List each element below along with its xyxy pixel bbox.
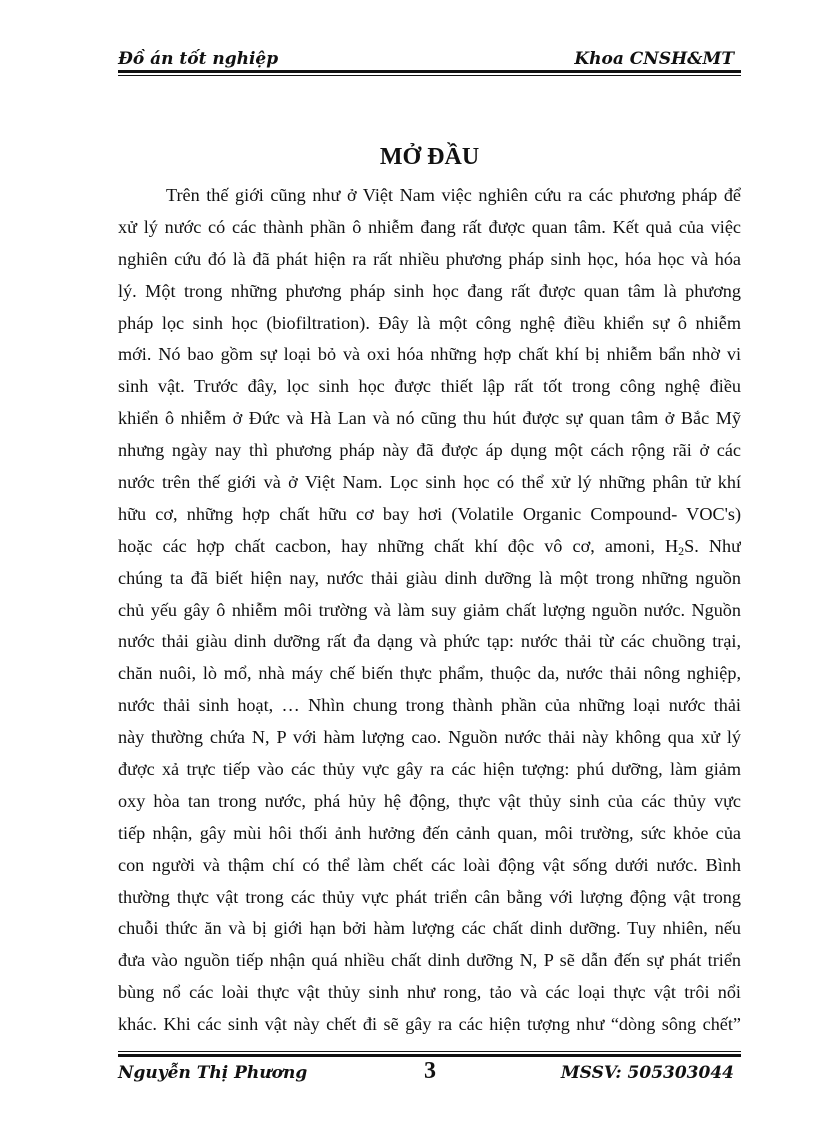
body-line: sinh vật. Trước đây, lọc sinh học được thiết lập rất tốt trong công nghệ điều <box>118 376 741 397</box>
body-line: nước trên thế giới và ở Việt Nam. Lọc sinh học có thể xử lý những phân tử khí <box>118 472 741 493</box>
body-line: lý. Một trong những phương pháp sinh học đang rất được quan tâm là phương <box>118 280 741 301</box>
body-line: bùng nổ các loài thực vật thủy sinh như rong, tảo và các loại thực vật trôi nổi <box>118 982 741 1003</box>
body-line: thường thực vật trong các thủy vực phát triển cân bằng với lượng động vật trong <box>118 886 741 907</box>
body-line: oxy hòa tan trong nước, phá hủy hệ động, thực vật thủy sinh của các thủy vực <box>118 790 741 811</box>
body-line: pháp lọc sinh học (biofiltration). Đây là một công nghệ điều khiển sự ô nhiễm <box>118 312 741 333</box>
body-line-text: S. Như <box>684 535 741 556</box>
body-line: chủ yếu gây ô nhiễm môi trường và làm suy giảm chất lượng nguồn nước. Nguồn <box>118 599 741 620</box>
footer-rule <box>118 1054 741 1057</box>
body-line: nghiên cứu đó là đã phát hiện ra rất nhiều phương pháp sinh học, hóa học và hóa <box>118 248 741 269</box>
body-line: hữu cơ, những hợp chất hữu cơ bay hơi (Volatile Organic Compound- VOC's) <box>118 503 741 524</box>
body-line: xử lý nước có các thành phần ô nhiễm đang rất được quan tâm. Kết quả của việc <box>118 216 741 237</box>
footer-rule-thin <box>118 1051 741 1052</box>
body-line: tiếp nhận, gây mùi hôi thối ảnh hưởng đến cảnh quan, môi trường, sức khỏe của <box>118 822 741 843</box>
body-line: này thường chứa N, P với hàm lượng cao. Nguồn nước thải này không qua xử lý <box>118 727 741 748</box>
body-line: nước thải sinh hoạt, … Nhìn chung trong thành phần của những loại nước thải <box>118 695 741 716</box>
subscript: 2 <box>678 543 685 558</box>
header-thesis-label: Đồ án tốt nghiệp <box>118 49 279 69</box>
header-rule-thin <box>118 75 741 76</box>
footer-student-id: MSSV: 505303044 <box>560 1063 734 1083</box>
body-text <box>118 180 741 1041</box>
body-line: nước thải giàu dinh dưỡng rất đa dạng và phức tạp: nước thải từ các chuồng trại, <box>118 631 741 652</box>
body-line: Trên thế giới cũng như ở Việt Nam việc nghiên cứu ra các phương pháp để <box>166 185 741 205</box>
body-line: nhưng ngày nay thì phương pháp này đã được áp dụng một cách rộng rãi ở các <box>118 440 741 461</box>
body-line-text: hoặc các hợp chất cacbon, hay những chất khí độc vô cơ, amoni, H <box>118 535 679 556</box>
body-line: chuỗi thức ăn và bị giới hạn bởi hàm lượng các chất dinh dưỡng. Tuy nhiên, nếu <box>118 918 741 939</box>
body-line: được xả trực tiếp vào các thủy vực gây ra các hiện tượng: phú dưỡng, làm giảm <box>118 759 741 780</box>
body-line: khác. Khi các sinh vật này chết đi sẽ gây ra các hiện tượng như “dòng sông chết” <box>118 1014 741 1035</box>
body-line: con người và thậm chí có thể làm chết các loài động vật sống dưới nước. Bình <box>118 854 741 875</box>
header-faculty-label: Khoa CNSH&MT <box>574 49 734 69</box>
body-line: đưa vào nguồn tiếp nhận quá nhiều chất dinh dưỡng N, P sẽ dẫn đến sự phát triển <box>118 950 741 971</box>
body-line: mới. Nó bao gồm sự loại bỏ và oxi hóa những hợp chất khí bị nhiễm bẩn nhờ vi <box>118 344 741 365</box>
page-title: MỞ ĐẦU <box>379 144 480 170</box>
footer-author: Nguyễn Thị Phương <box>118 1063 308 1083</box>
body-line <box>118 531 741 563</box>
body-line: khiển ô nhiễm ở Đức và Hà Lan và nó cũng thu hút được sự quan tâm ở Bắc Mỹ <box>118 408 741 429</box>
header-rule <box>118 70 741 73</box>
body-line: chăn nuôi, lò mổ, nhà máy chế biến thực phẩm, thuộc da, nước thải nông nghiệp, <box>118 663 741 684</box>
body-line: chúng ta đã biết hiện nay, nước thải giàu dinh dưỡng là một trong những nguồn <box>118 567 741 588</box>
page-number: 3 <box>424 1058 436 1084</box>
